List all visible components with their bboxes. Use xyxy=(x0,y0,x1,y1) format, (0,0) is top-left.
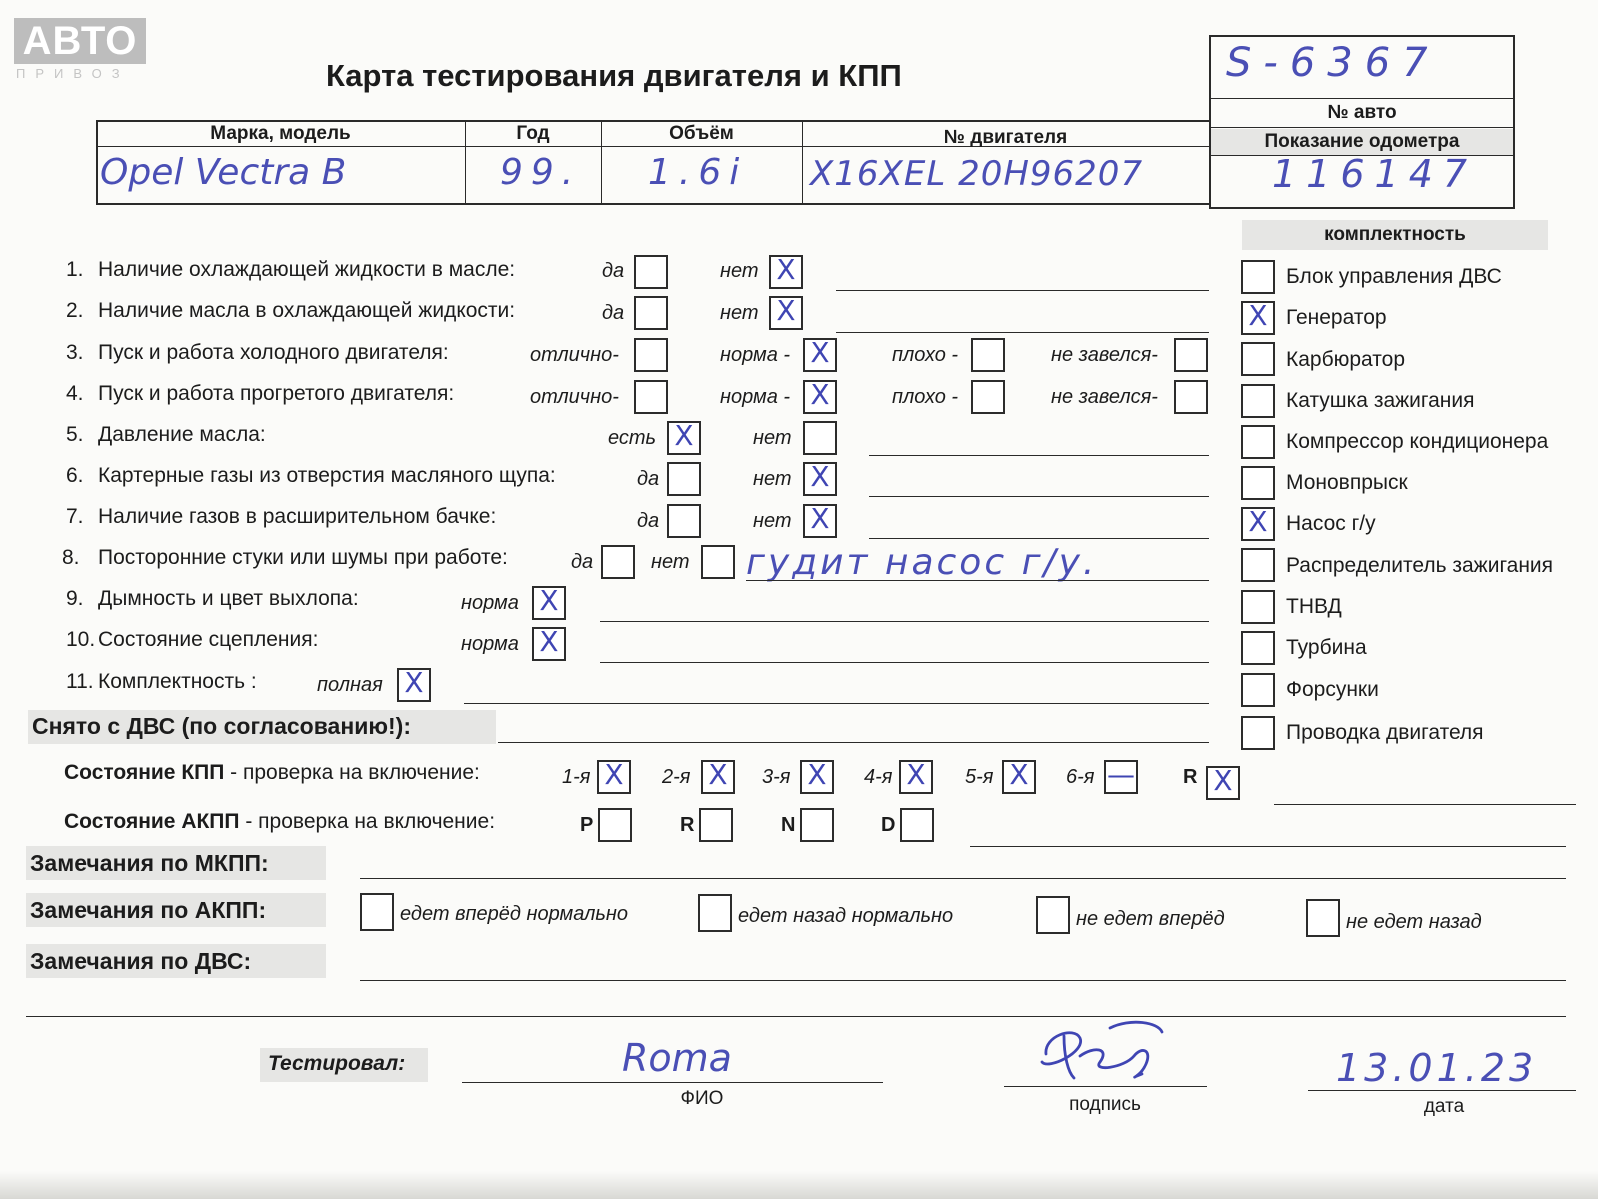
q8-yes-checkbox[interactable] xyxy=(601,545,635,579)
q4-no-start-checkbox[interactable] xyxy=(1174,380,1208,414)
q3-bad-checkbox[interactable] xyxy=(971,338,1005,372)
tester-signature xyxy=(1034,1016,1184,1092)
q3-excellent-checkbox[interactable] xyxy=(634,338,668,372)
kit-checkbox-generator[interactable]: X xyxy=(1241,301,1275,335)
q5-opt-no: нет xyxy=(753,427,792,449)
kpp-gear-3-label: 3-я xyxy=(762,766,791,788)
akpp-forward-ok-label: едет вперёд нормально xyxy=(400,903,629,925)
kit-checkbox-distributor[interactable] xyxy=(1241,548,1275,582)
akpp-mode-r-label: R xyxy=(680,814,695,836)
kpp-gear-3-checkbox[interactable]: X xyxy=(800,760,834,794)
q7-text: Наличие газов в расширительном бачке: xyxy=(98,505,497,528)
q1-text: Наличие охлаждающей жидкости в масле: xyxy=(98,258,516,281)
q6-opt-no: нет xyxy=(753,468,792,490)
tested-by-label: Тестировал: xyxy=(268,1052,406,1075)
date-caption: дата xyxy=(1423,1096,1465,1117)
kpp-gear-2-checkbox[interactable]: X xyxy=(701,760,735,794)
kit-checkbox-mono-injection[interactable] xyxy=(1241,466,1275,500)
q4-opt-no-start: не завелся- xyxy=(1051,386,1158,408)
q2-no-checkbox[interactable]: X xyxy=(769,296,803,330)
q2-opt-no: нет xyxy=(720,302,759,324)
q3-text: Пуск и работа холодного двигателя: xyxy=(98,341,449,364)
akpp-forward-fail-checkbox[interactable] xyxy=(1036,896,1070,934)
kit-checkbox-ps-pump[interactable]: X xyxy=(1241,507,1275,541)
q1-opt-no: нет xyxy=(720,260,759,282)
kit-label-ps-pump: Насос г/у xyxy=(1286,512,1376,535)
car-id-label: № авто xyxy=(1327,102,1397,123)
kit-label-ignition-coil: Катушка зажигания xyxy=(1286,389,1475,412)
q9-text: Дымность и цвет выхлопа: xyxy=(98,587,359,610)
akpp-backward-ok-checkbox[interactable] xyxy=(698,894,732,932)
q8-number: 8. xyxy=(62,546,80,569)
q6-no-checkbox[interactable]: X xyxy=(803,462,837,496)
q6-yes-checkbox[interactable] xyxy=(667,462,701,496)
q7-opt-no: нет xyxy=(753,510,792,532)
q10-opt-normal: норма xyxy=(461,633,519,655)
q10-normal-checkbox[interactable]: X xyxy=(532,627,566,661)
kit-checkbox-ac-compressor[interactable] xyxy=(1241,425,1275,459)
kpp-gear-1-checkbox[interactable]: X xyxy=(597,760,631,794)
akpp-backward-fail-checkbox[interactable] xyxy=(1306,899,1340,937)
model-header: Марка, модель xyxy=(210,123,351,144)
q6-number: 6. xyxy=(66,464,84,487)
volume-value: 1.6i xyxy=(648,152,748,193)
q5-number: 5. xyxy=(66,423,84,446)
kit-checkbox-turbine[interactable] xyxy=(1241,631,1275,665)
q3-opt-bad: плохо - xyxy=(892,344,959,366)
signature-caption: подпись xyxy=(1069,1094,1141,1115)
q3-opt-no-start: не завелся- xyxy=(1051,344,1158,366)
kit-checkbox-injection-pump[interactable] xyxy=(1241,590,1275,624)
q9-number: 9. xyxy=(66,587,84,610)
akpp-mode-d-checkbox[interactable] xyxy=(900,808,934,842)
remarks-dvs-label: Замечания по ДВС: xyxy=(30,948,252,974)
q6-opt-yes: да xyxy=(637,468,660,490)
kit-label-mono-injection: Моновпрыск xyxy=(1286,471,1408,494)
q11-full-checkbox[interactable]: X xyxy=(397,668,431,702)
q5-opt-yes: есть xyxy=(608,427,657,449)
akpp-mode-p-checkbox[interactable] xyxy=(598,808,632,842)
kit-label-turbine: Турбина xyxy=(1286,636,1367,659)
kpp-gear-5-checkbox[interactable]: X xyxy=(1002,760,1036,794)
odometer-header: Показание одометра xyxy=(1264,131,1460,152)
q7-number: 7. xyxy=(66,505,84,528)
q8-opt-no: нет xyxy=(651,551,690,573)
q10-number: 10. xyxy=(66,628,96,651)
year-value: 99. xyxy=(500,152,582,193)
q4-opt-normal: норма - xyxy=(720,386,791,408)
akpp-backward-fail-label: не едет назад xyxy=(1346,911,1482,933)
akpp-mode-n-label: N xyxy=(781,814,796,836)
q2-yes-checkbox[interactable] xyxy=(634,296,668,330)
volume-header: Объём xyxy=(669,123,734,144)
q2-number: 2. xyxy=(66,299,84,322)
test-date: 13.01.23 xyxy=(1336,1046,1538,1090)
kit-label-injection-pump: ТНВД xyxy=(1286,595,1342,618)
kpp-gear-1-label: 1-я xyxy=(562,766,591,788)
q5-no-checkbox[interactable] xyxy=(803,421,837,455)
q8-text: Посторонние стуки или шумы при работе: xyxy=(98,546,508,569)
avtoprivoz-logo: АВТО xyxy=(14,18,146,64)
q7-no-checkbox[interactable]: X xyxy=(803,504,837,538)
kit-label-ac-compressor: Компрессор кондиционера xyxy=(1286,430,1549,453)
q11-number: 11. xyxy=(66,670,94,693)
kit-label-injectors: Форсунки xyxy=(1286,678,1379,701)
akpp-mode-p-label: P xyxy=(580,814,594,836)
q1-yes-checkbox[interactable] xyxy=(634,255,668,289)
q4-number: 4. xyxy=(66,382,84,405)
q3-opt-normal: норма - xyxy=(720,344,791,366)
q8-no-checkbox[interactable] xyxy=(701,545,735,579)
kit-checkbox-ecu[interactable] xyxy=(1241,260,1275,294)
kpp-gear-r-label: R xyxy=(1183,766,1198,788)
page-title: Карта тестирования двигателя и КПП xyxy=(326,58,902,93)
q4-bad-checkbox[interactable] xyxy=(971,380,1005,414)
q10-text: Состояние сцепления: xyxy=(98,628,319,651)
kit-label-engine-wiring: Проводка двигателя xyxy=(1286,721,1484,744)
kpp-gear-5-label: 5-я xyxy=(965,766,994,788)
kit-title: комплектность xyxy=(1324,224,1466,245)
remarks-mkpp-label: Замечания по МКПП: xyxy=(30,850,269,876)
year-header: Год xyxy=(516,123,550,144)
kpp-gear-r-checkbox[interactable]: X xyxy=(1206,766,1240,800)
q4-text: Пуск и работа прогретого двигателя: xyxy=(98,382,455,405)
kpp-gear-4-label: 4-я xyxy=(864,766,893,788)
tester-name: Roma xyxy=(622,1036,732,1080)
q1-number: 1. xyxy=(66,258,84,281)
kit-label-distributor: Распределитель зажигания xyxy=(1286,554,1554,577)
q8-handwritten-note: гудит насос г/у. xyxy=(746,542,1098,583)
remarks-akpp-label: Замечания по АКПП: xyxy=(30,897,267,923)
akpp-mode-d-label: D xyxy=(881,814,896,836)
q4-opt-excellent: отлично- xyxy=(530,386,619,408)
kpp-label: Состояние КПП - проверка на включение: xyxy=(64,761,480,784)
akpp-backward-ok-label: едет назад нормально xyxy=(738,905,954,927)
q9-normal-checkbox[interactable]: X xyxy=(532,586,566,620)
q4-normal-checkbox[interactable]: X xyxy=(803,380,837,414)
kpp-gear-2-label: 2-я xyxy=(662,766,691,788)
kit-label-generator: Генератор xyxy=(1286,306,1387,329)
q11-opt-full: полная xyxy=(317,674,383,696)
q1-no-checkbox[interactable]: X xyxy=(769,255,803,289)
kit-checkbox-engine-wiring[interactable] xyxy=(1241,716,1275,750)
kit-checkbox-carburetor[interactable] xyxy=(1241,342,1275,376)
q3-normal-checkbox[interactable]: X xyxy=(803,338,837,372)
kit-label-ecu: Блок управления ДВС xyxy=(1286,265,1502,288)
q4-excellent-checkbox[interactable] xyxy=(634,380,668,414)
engine-header: № двигателя xyxy=(943,127,1068,148)
model-value: Opel Vectra B xyxy=(100,152,347,193)
akpp-label: Состояние АКПП - проверка на включение: xyxy=(64,810,496,833)
q11-text: Комплектность : xyxy=(98,670,257,693)
engine-number-value: X16XEL 20H96207 xyxy=(810,154,1144,194)
kit-checkbox-ignition-coil[interactable] xyxy=(1241,384,1275,418)
q2-opt-yes: да xyxy=(602,302,625,324)
q5-text: Давление масла: xyxy=(98,423,266,446)
q6-text: Картерные газы из отверстия масляного щупа: xyxy=(98,464,556,487)
kit-label-carburetor: Карбюратор xyxy=(1286,348,1406,371)
q1-opt-yes: да xyxy=(602,260,625,282)
kit-checkbox-injectors[interactable] xyxy=(1241,673,1275,707)
akpp-forward-ok-checkbox[interactable] xyxy=(360,893,394,931)
q8-opt-yes: да xyxy=(571,551,594,573)
q5-yes-checkbox[interactable]: X xyxy=(667,421,701,455)
akpp-forward-fail-label: не едет вперёд xyxy=(1076,908,1225,930)
kpp-gear-4-checkbox[interactable]: X xyxy=(899,760,933,794)
q2-text: Наличие масла в охлаждающей жидкости: xyxy=(98,299,516,322)
q3-number: 3. xyxy=(66,341,84,364)
odometer-value: 116147 xyxy=(1272,152,1478,196)
q4-opt-bad: плохо - xyxy=(892,386,959,408)
removed-label: Снято с ДВС (по согласованию!): xyxy=(32,713,411,739)
logo-subtitle: ПРИВОЗ xyxy=(16,66,130,81)
kpp-gear-6-checkbox[interactable]: — xyxy=(1104,760,1138,794)
akpp-mode-n-checkbox[interactable] xyxy=(800,808,834,842)
q7-yes-checkbox[interactable] xyxy=(667,504,701,538)
name-caption: ФИО xyxy=(680,1088,724,1109)
q3-opt-excellent: отлично- xyxy=(530,344,619,366)
q9-opt-normal: норма xyxy=(461,592,519,614)
q7-opt-yes: да xyxy=(637,510,660,532)
akpp-mode-r-checkbox[interactable] xyxy=(699,808,733,842)
q3-no-start-checkbox[interactable] xyxy=(1174,338,1208,372)
kpp-gear-6-label: 6-я xyxy=(1066,766,1095,788)
car-id-value: S-6367 xyxy=(1226,40,1440,86)
